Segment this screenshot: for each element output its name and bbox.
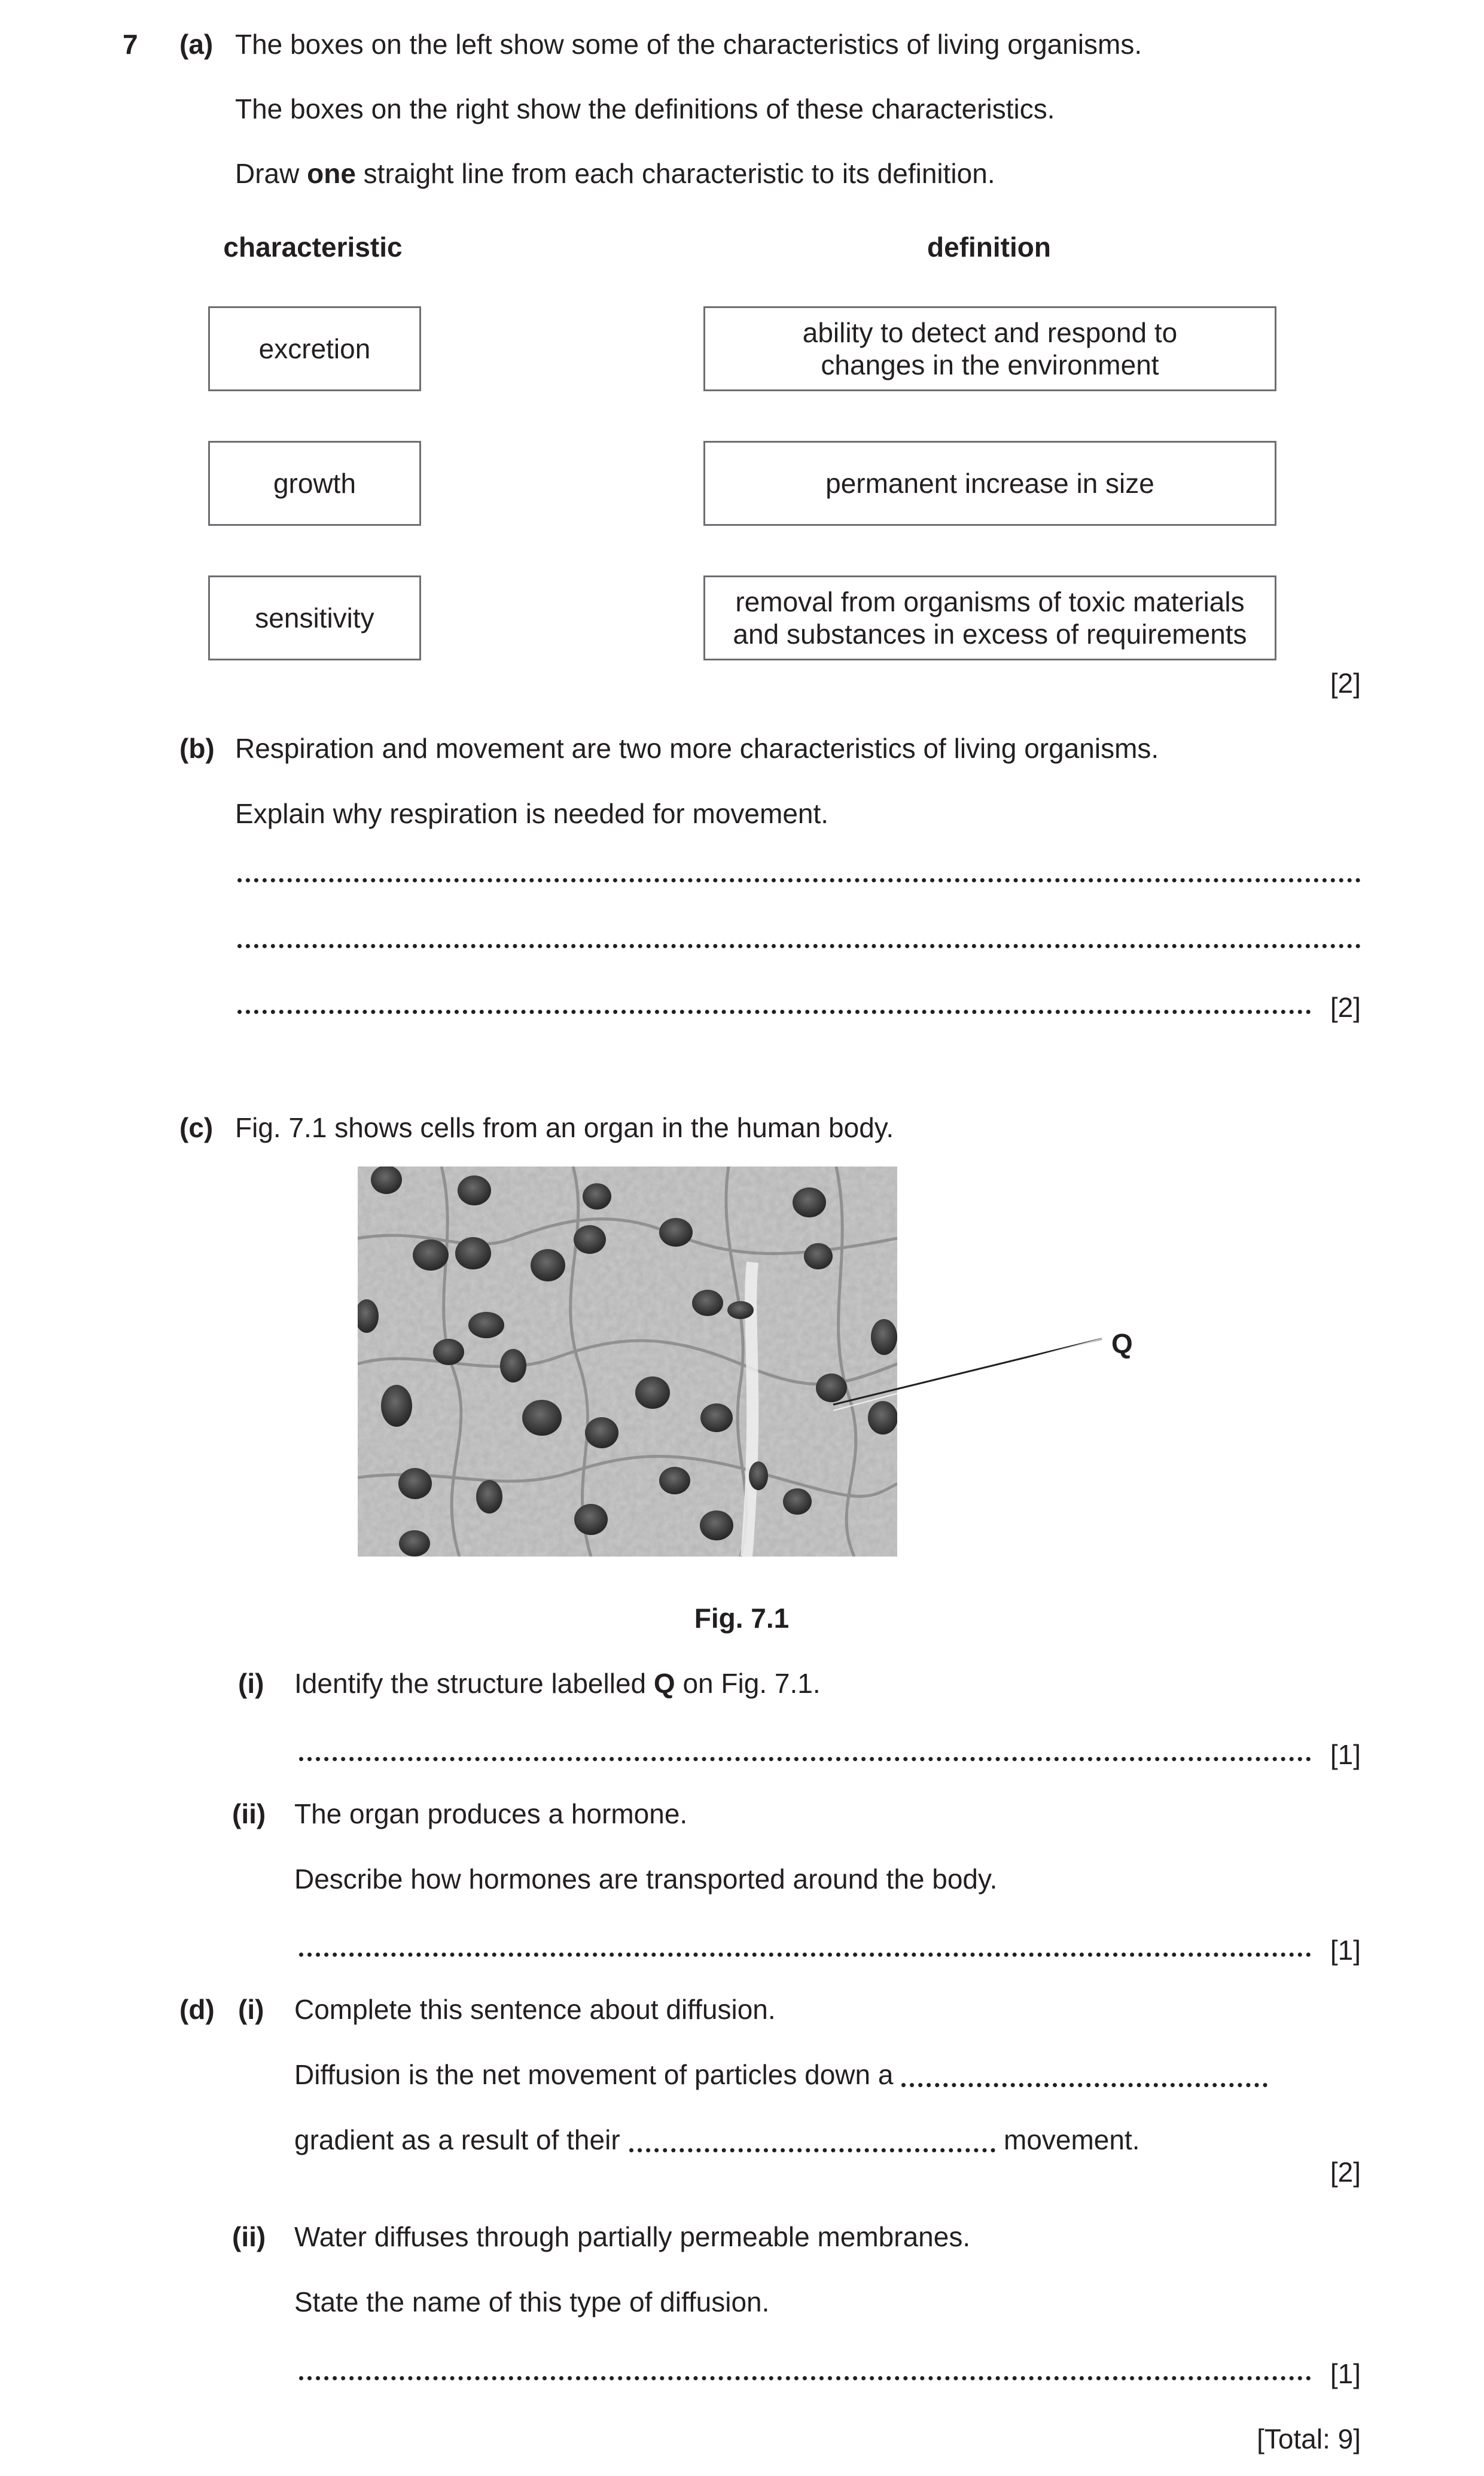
part-d-ii-marks: [1]	[1330, 2358, 1361, 2389]
characteristic-box-growth[interactable]	[208, 441, 421, 526]
part-b-marks: [2]	[1330, 992, 1361, 1023]
question-text-bold: Q	[653, 1668, 675, 1699]
definition-line: changes in the environment	[821, 349, 1159, 380]
column-heading-definition: definition	[927, 232, 1051, 263]
part-d-i-sentence-1: Diffusion is the net movement of particles down a	[294, 2059, 894, 2090]
label-line-q	[831, 1334, 1107, 1412]
part-c-ii-line-2: Describe how hormones are transported around the body.	[294, 1863, 998, 1895]
column-heading-characteristic: characteristic	[223, 232, 403, 263]
answer-line-b-1[interactable]	[237, 878, 1361, 882]
characteristic-box-excretion[interactable]	[208, 306, 421, 391]
part-d-label: (d)	[179, 1994, 215, 2025]
part-d-i-intro: Complete this sentence about diffusion.	[294, 1994, 776, 2025]
instruction-bold: one	[307, 158, 356, 189]
characteristic-box-sensitivity[interactable]	[208, 575, 421, 660]
question-text: on Fig. 7.1.	[675, 1668, 821, 1699]
part-c-i-marks: [1]	[1330, 1739, 1361, 1770]
question-text: Identify the structure labelled	[294, 1668, 654, 1699]
part-a-label: (a)	[179, 29, 214, 60]
part-c-ii-line-1: The organ produces a hormone.	[294, 1798, 688, 1829]
question-number: 7	[123, 29, 138, 60]
definition-line: removal from organisms of toxic materials	[735, 586, 1245, 617]
part-c-label: (c)	[179, 1112, 214, 1143]
answer-line-b-3[interactable]	[237, 1010, 1311, 1014]
answer-line-b-2[interactable]	[237, 944, 1361, 948]
definition-line: and substances in excess of requirements	[733, 619, 1247, 650]
definition-line: permanent increase in size	[825, 468, 1154, 499]
characteristic-text: excretion	[258, 333, 371, 364]
part-c-ii-marks: [1]	[1330, 1935, 1361, 1966]
part-a-marks: [2]	[1330, 668, 1361, 699]
part-c-i-label: (i)	[238, 1668, 264, 1699]
part-a-intro-1: The boxes on the left show some of the characteristics of living organisms.	[235, 29, 1142, 60]
part-a-instruction	[235, 157, 995, 190]
part-b-line-2: Explain why respiration is needed for movement.	[235, 798, 829, 829]
characteristic-text: sensitivity	[255, 602, 374, 634]
blank-gradient[interactable]	[901, 2083, 1267, 2087]
part-d-i-marks: [2]	[1330, 2157, 1361, 2188]
instruction-pre: Draw	[235, 158, 307, 189]
part-b-label: (b)	[179, 733, 215, 764]
part-c-i-question	[294, 1667, 821, 1700]
figure-label-q: Q	[1111, 1328, 1133, 1359]
part-d-i-sentence-2-post: movement.	[1004, 2124, 1140, 2155]
part-d-i-label: (i)	[238, 1994, 264, 2025]
part-a-intro-2: The boxes on the right show the definitions of these characteristics.	[235, 93, 1055, 124]
characteristic-text: growth	[273, 468, 356, 499]
answer-line-d-ii[interactable]	[299, 2376, 1311, 2380]
instruction-post: straight line from each characteristic to its definition.	[355, 158, 995, 189]
cell-micrograph	[358, 1167, 897, 1557]
part-d-i-sentence-2-pre: gradient as a result of their	[294, 2124, 620, 2155]
total-marks: [Total: 9]	[1257, 2423, 1361, 2454]
part-c-ii-label: (ii)	[232, 1798, 266, 1829]
part-d-ii-line-2: State the name of this type of diffusion.	[294, 2286, 770, 2317]
answer-line-c-i[interactable]	[299, 1757, 1311, 1761]
definition-box-excretion[interactable]	[703, 575, 1276, 660]
part-d-ii-label: (ii)	[232, 2221, 266, 2252]
definition-box-sensitivity[interactable]	[703, 306, 1276, 391]
part-d-ii-line-1: Water diffuses through partially permeable membranes.	[294, 2221, 971, 2252]
part-b-line-1: Respiration and movement are two more characteristics of living organisms.	[235, 733, 1159, 764]
answer-line-c-ii[interactable]	[299, 1953, 1311, 1957]
figure-caption: Fig. 7.1	[694, 1603, 790, 1634]
blank-movement[interactable]	[629, 2148, 995, 2152]
definition-box-growth[interactable]	[703, 441, 1276, 526]
definition-line: ability to detect and respond to	[802, 317, 1178, 348]
part-c-intro: Fig. 7.1 shows cells from an organ in the human body.	[235, 1112, 894, 1143]
